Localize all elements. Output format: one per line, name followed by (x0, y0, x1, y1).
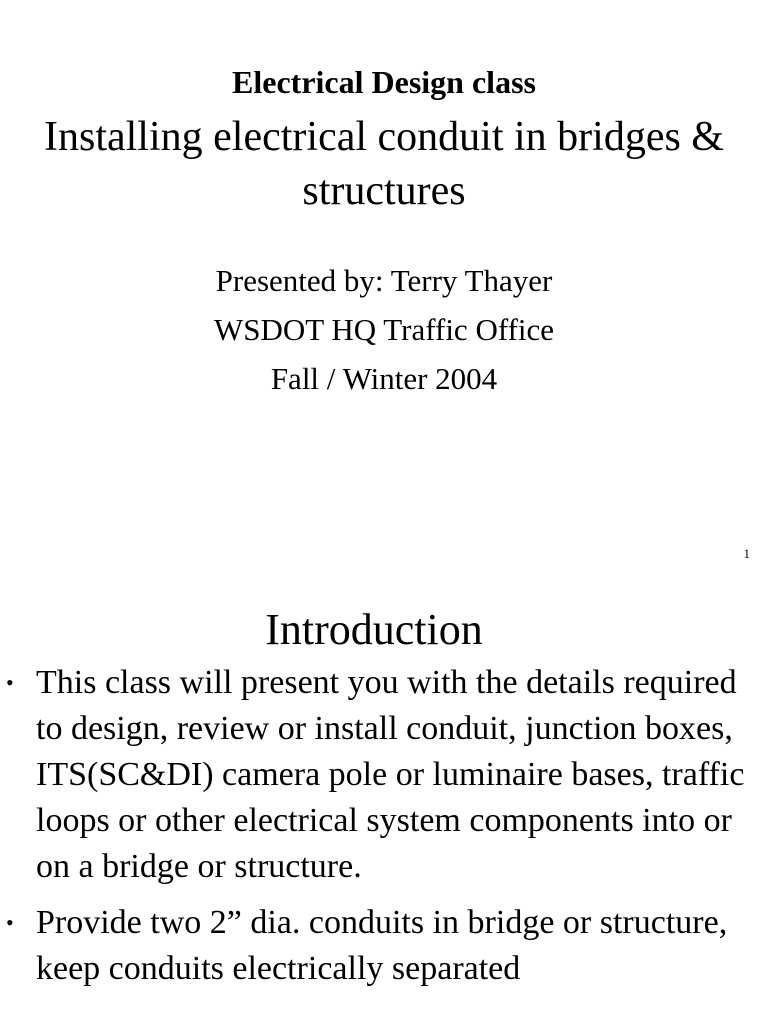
page-number: 1 (743, 546, 750, 561)
bullet-icon: • (6, 670, 14, 695)
presentation-date: Fall / Winter 2004 (270, 361, 498, 396)
bullet-text: Provide two 2” dia. conduits in bridge or structure, keep conduits electrically separated (36, 904, 728, 987)
presenter-office: WSDOT HQ Traffic Office (213, 312, 555, 347)
bullet-list (0, 660, 768, 1002)
presentation-title: Installing electrical conduit in bridges & structures (44, 114, 724, 214)
slide-title: Introduction (265, 605, 483, 654)
bullet-icon: • (6, 910, 14, 935)
presenter-name: Presented by: Terry Thayer (215, 263, 553, 298)
bullet-item (0, 900, 768, 992)
slide-introduction (0, 580, 768, 1024)
course-subtitle: Electrical Design class (232, 64, 536, 100)
presenter-info (0, 256, 768, 403)
bullet-text: This class will present you with the details required to design, review or install conduit, junction boxes, ITS(SC&DI) camera pole or luminaire bases, traffic loops or other electrical system components into or on a bridge or structure. (36, 664, 745, 885)
bullet-item (0, 660, 768, 890)
